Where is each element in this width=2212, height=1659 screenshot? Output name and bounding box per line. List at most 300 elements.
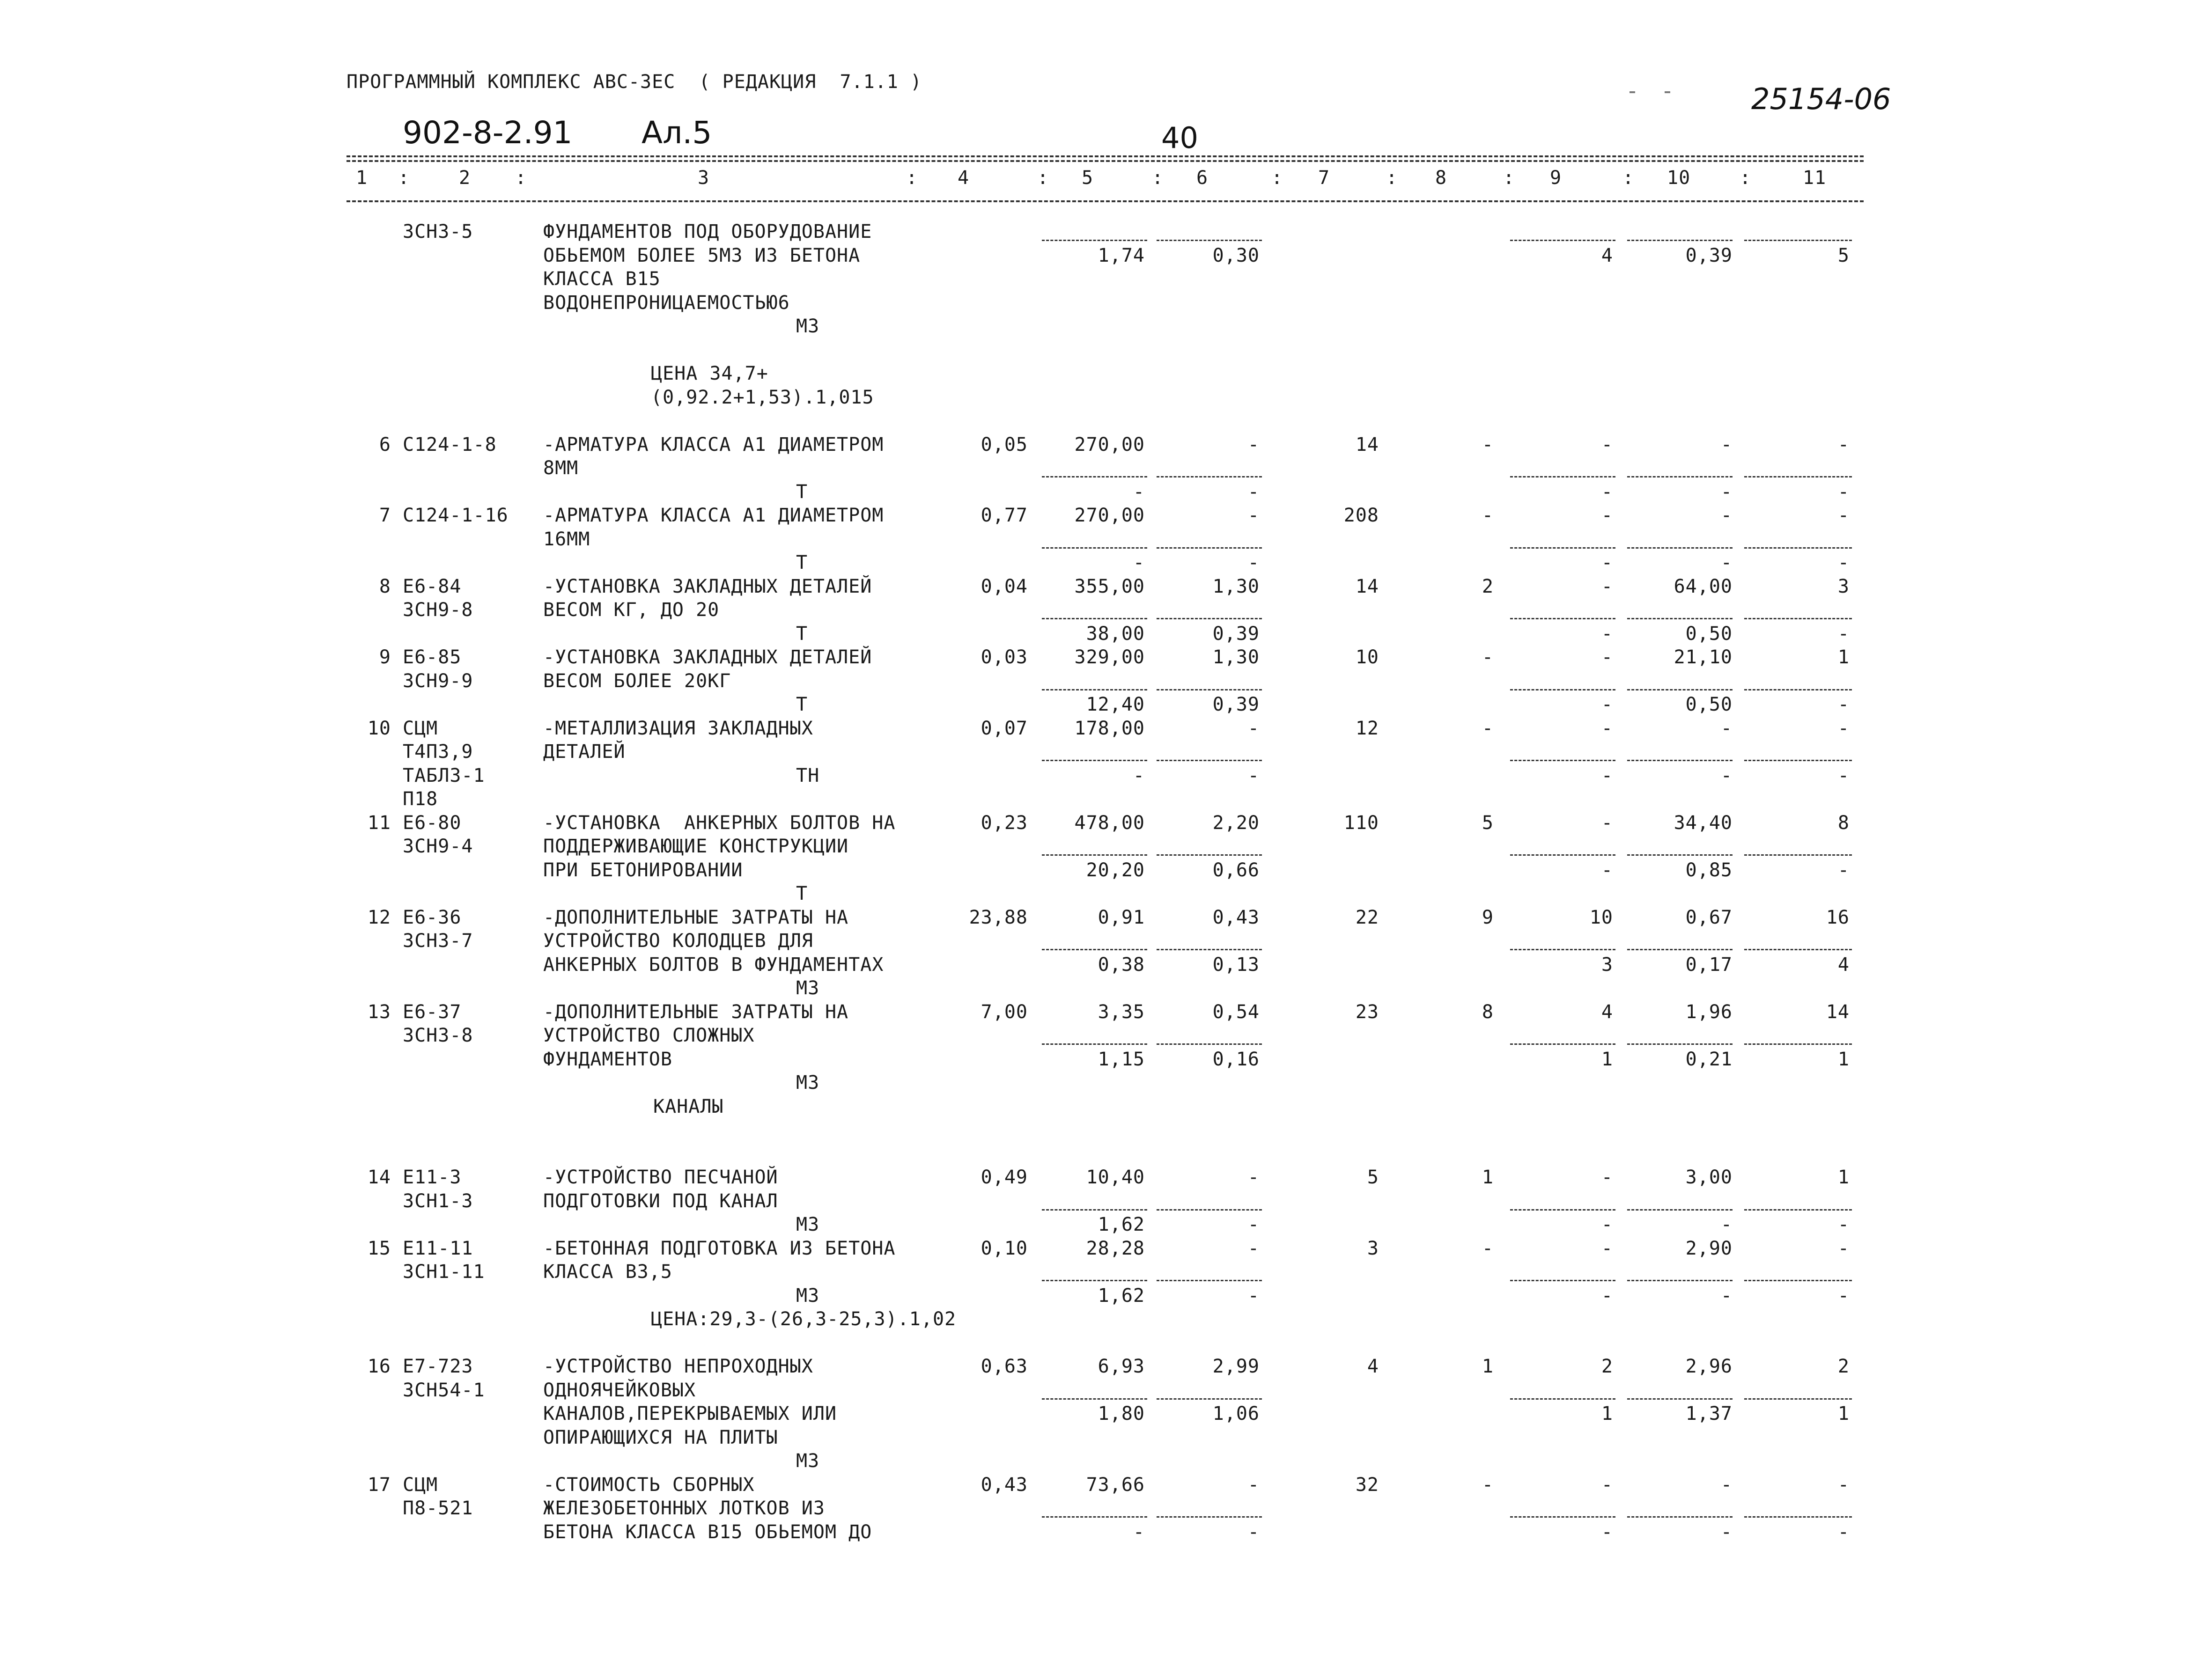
subtotal-dash-line	[1744, 854, 1852, 856]
wage-cost-cell: -	[1247, 481, 1260, 503]
total-wages-cell: -	[1482, 1237, 1494, 1259]
unit-cost-cell: 20,20	[1086, 859, 1145, 881]
subtotal-dash-line	[1157, 1280, 1262, 1281]
quantity-cell: 0,10	[981, 1237, 1028, 1259]
labor-hours-cell: 64,00	[1674, 575, 1733, 597]
total-labor-cell: -	[1837, 717, 1850, 739]
column-header-5: 5	[1082, 167, 1094, 189]
unit-cost-cell: 6,93	[1098, 1356, 1145, 1377]
subtotal-dash-line	[1042, 547, 1147, 549]
subtotal-dash-line	[1157, 760, 1262, 761]
work-description: КАНАЛОВ,ПЕРЕКРЫВАЕМЫХ ИЛИ	[543, 1403, 837, 1424]
unit-of-measure: Т	[796, 623, 808, 645]
resource-code: ЗСН9-4	[403, 836, 473, 857]
quantity-cell: 0,03	[981, 646, 1028, 668]
price-note: (0,92.2+1,53).1,015	[651, 386, 874, 408]
subtotal-dash-line	[1510, 1209, 1615, 1211]
work-description: ПРИ БЕТОНИРОВАНИИ	[543, 859, 743, 881]
labor-hours-cell: 0,50	[1685, 623, 1733, 645]
resource-code: Е11-3	[403, 1167, 462, 1188]
subtotal-dash-line	[1510, 760, 1615, 761]
subtotal-dash-line	[1744, 1043, 1852, 1045]
wage-cost-cell: -	[1247, 1214, 1260, 1235]
resource-code: СЦМ	[403, 717, 438, 739]
unit-cost-cell: -	[1133, 481, 1145, 503]
machine-cost-cell: -	[1601, 552, 1613, 573]
unit-cost-cell: 38,00	[1086, 623, 1145, 645]
resource-code: С124-1-8	[403, 433, 497, 455]
total-labor-cell: 3	[1837, 575, 1850, 597]
resource-code: ЗСН3-7	[403, 930, 473, 952]
resource-code: ЗСН3-8	[403, 1025, 473, 1046]
unit-of-measure: Т	[796, 481, 808, 503]
total-wages-cell: -	[1482, 433, 1494, 455]
subtotal-dash-line	[1042, 854, 1147, 856]
resource-code: ЗСН1-11	[403, 1261, 485, 1283]
column-header-3: 3	[698, 167, 710, 189]
subtotal-dash-line	[1627, 1043, 1733, 1045]
wage-cost-cell: 2,99	[1212, 1356, 1260, 1377]
unit-cost-cell: 270,00	[1074, 505, 1145, 526]
total-labor-cell: -	[1837, 623, 1850, 645]
subtotal-dash-line	[1042, 1516, 1147, 1518]
wage-cost-cell: -	[1247, 552, 1260, 573]
row-number: 7	[379, 505, 391, 526]
work-description: БЕТОНА КЛАССА В15 ОБЬЕМОМ ДО	[543, 1521, 872, 1543]
unit-of-measure: Т	[796, 552, 808, 573]
resource-code: СЦМ	[403, 1474, 438, 1496]
subtotal-dash-line	[1042, 476, 1147, 477]
work-description: ПОДГОТОВКИ ПОД КАНАЛ	[543, 1190, 778, 1212]
total-labor-cell: 16	[1826, 906, 1850, 928]
program-title: ПРОГРАММНЫЙ КОМПЛЕКС АВС-ЗЕС ( РЕДАКЦИЯ 7.1.1 )	[347, 71, 922, 93]
subtotal-dash-line	[1627, 689, 1733, 690]
column-divider: :	[515, 167, 527, 189]
wage-cost-cell: 0,39	[1212, 623, 1260, 645]
unit-cost-cell: 10,40	[1086, 1167, 1145, 1188]
total-labor-cell: 14	[1826, 1001, 1850, 1023]
work-description: -БЕТОННАЯ ПОДГОТОВКА ИЗ БЕТОНА	[543, 1237, 896, 1259]
labor-hours-cell: -	[1720, 1214, 1733, 1235]
total-cost-cell: 14	[1355, 433, 1379, 455]
subtotal-dash-line	[1157, 547, 1262, 549]
total-wages-cell: 5	[1482, 812, 1494, 834]
column-header-4: 4	[958, 167, 970, 189]
total-wages-cell: -	[1482, 505, 1494, 526]
column-divider: :	[1386, 167, 1398, 189]
work-description: КЛАССА В3,5	[543, 1261, 672, 1283]
wage-cost-cell: -	[1247, 764, 1260, 786]
total-labor-cell: -	[1837, 433, 1850, 455]
machine-cost-cell: 10	[1589, 906, 1613, 928]
subtotal-dash-line	[1744, 1516, 1852, 1518]
unit-cost-cell: 0,38	[1098, 954, 1145, 976]
work-description: ЖЕЛЕЗОБЕТОННЫХ ЛОТКОВ ИЗ	[543, 1498, 825, 1519]
row-number: 16	[367, 1356, 391, 1377]
column-divider: :	[1503, 167, 1515, 189]
total-cost-cell: 22	[1355, 906, 1379, 928]
subtotal-dash-line	[1744, 547, 1852, 549]
total-labor-cell: -	[1837, 552, 1850, 573]
machine-cost-cell: -	[1601, 1474, 1613, 1496]
total-cost-cell: 14	[1355, 575, 1379, 597]
work-description: АНКЕРНЫХ БОЛТОВ В ФУНДАМЕНТАХ	[543, 954, 884, 976]
subtotal-dash-line	[1627, 547, 1733, 549]
column-divider: :	[1037, 167, 1049, 189]
labor-hours-cell: 34,40	[1674, 812, 1733, 834]
column-divider: :	[398, 167, 410, 189]
unit-cost-cell: -	[1133, 764, 1145, 786]
resource-code: С124-1-16	[403, 505, 509, 526]
work-description: -ДОПОЛНИТЕЛЬНЫЕ ЗАТРАТЫ НА	[543, 906, 849, 928]
wage-cost-cell: -	[1247, 1237, 1260, 1259]
machine-cost-cell: -	[1601, 433, 1613, 455]
quantity-cell: 0,63	[981, 1356, 1028, 1377]
work-description: ВОДОНЕПРОНИЦАЕМОСТЬЮ6	[543, 292, 790, 314]
labor-hours-cell: 0,85	[1685, 859, 1733, 881]
subtotal-dash-line	[1744, 240, 1852, 241]
unit-cost-cell: 270,00	[1074, 433, 1145, 455]
section-title: КАНАЛЫ	[653, 1095, 724, 1117]
machine-cost-cell: -	[1601, 1167, 1613, 1188]
machine-cost-cell: -	[1601, 481, 1613, 503]
labor-hours-cell: -	[1720, 433, 1733, 455]
subtotal-dash-line	[1510, 547, 1615, 549]
total-cost-cell: 23	[1355, 1001, 1379, 1023]
machine-cost-cell: -	[1601, 764, 1613, 786]
subtotal-dash-line	[1510, 689, 1615, 690]
work-description: 8ММ	[543, 457, 579, 479]
work-description: -АРМАТУРА КЛАССА А1 ДИАМЕТРОМ	[543, 505, 884, 526]
unit-of-measure: М3	[796, 1450, 820, 1472]
total-labor-cell: 1	[1837, 1048, 1850, 1070]
work-description: ФУНДАМЕНТОВ	[543, 1048, 672, 1070]
unit-cost-cell: 478,00	[1074, 812, 1145, 834]
total-wages-cell: 8	[1482, 1001, 1494, 1023]
labor-hours-cell: 3,00	[1685, 1167, 1733, 1188]
subtotal-dash-line	[1157, 1209, 1262, 1211]
wage-cost-cell: 0,66	[1212, 859, 1260, 881]
resource-code: ЗСН1-3	[403, 1190, 473, 1212]
work-description: ФУНДАМЕНТОВ ПОД ОБОРУДОВАНИЕ	[543, 221, 872, 242]
work-description: -АРМАТУРА КЛАССА А1 ДИАМЕТРОМ	[543, 433, 884, 455]
work-description: ДЕТАЛЕЙ	[543, 741, 626, 763]
total-cost-cell: 4	[1367, 1356, 1379, 1377]
total-labor-cell: -	[1837, 1521, 1850, 1543]
machine-cost-cell: 4	[1601, 244, 1613, 266]
work-description: УСТРОЙСТВО КОЛОДЦЕВ ДЛЯ	[543, 930, 813, 952]
total-labor-cell: 1	[1837, 1167, 1850, 1188]
price-note: ЦЕНА 34,7+	[651, 363, 768, 384]
labor-hours-cell: -	[1720, 1285, 1733, 1307]
unit-cost-cell: 1,15	[1098, 1048, 1145, 1070]
work-description: ОБЬЕМОМ БОЛЕЕ 5М3 ИЗ БЕТОНА	[543, 244, 861, 266]
resource-code: Е11-11	[403, 1237, 473, 1259]
wage-cost-cell: -	[1247, 1521, 1260, 1543]
subtotal-dash-line	[1744, 476, 1852, 477]
column-header-11: 11	[1803, 167, 1827, 189]
subtotal-dash-line	[1042, 1280, 1147, 1281]
unit-cost-cell: 73,66	[1086, 1474, 1145, 1496]
resource-code: ЗСН3-5	[403, 221, 473, 242]
machine-cost-cell: -	[1601, 694, 1613, 715]
quantity-cell: 0,04	[981, 575, 1028, 597]
subtotal-dash-line	[1042, 1398, 1147, 1400]
column-divider: :	[1622, 167, 1635, 189]
machine-cost-cell: -	[1601, 1521, 1613, 1543]
subtotal-dash-line	[1744, 689, 1852, 690]
resource-code: ЗСН9-9	[403, 670, 473, 692]
row-number: 12	[367, 906, 391, 928]
total-labor-cell: -	[1837, 481, 1850, 503]
total-labor-cell: 2	[1837, 1356, 1850, 1377]
wage-cost-cell: 0,16	[1212, 1048, 1260, 1070]
labor-hours-cell: -	[1720, 505, 1733, 526]
subtotal-dash-line	[1042, 760, 1147, 761]
unit-of-measure: Т	[796, 694, 808, 715]
subtotal-dash-line	[1627, 854, 1733, 856]
unit-cost-cell: 12,40	[1086, 694, 1145, 715]
labor-hours-cell: -	[1720, 552, 1733, 573]
resource-code: Е6-84	[403, 575, 462, 597]
labor-hours-cell: -	[1720, 717, 1733, 739]
work-description: -УСТАНОВКА ЗАКЛАДНЫХ ДЕТАЛЕЙ	[543, 575, 872, 597]
resource-code: Е6-37	[403, 1001, 462, 1023]
total-labor-cell: -	[1837, 505, 1850, 526]
total-labor-cell: 8	[1837, 812, 1850, 834]
column-header-9: 9	[1550, 167, 1562, 189]
column-divider: :	[906, 167, 918, 189]
row-number: 10	[367, 717, 391, 739]
labor-hours-cell: 0,39	[1685, 244, 1733, 266]
work-description: -ДОПОЛНИТЕЛЬНЫЕ ЗАТРАТЫ НА	[543, 1001, 849, 1023]
total-labor-cell: -	[1837, 764, 1850, 786]
subtotal-dash-line	[1510, 949, 1615, 950]
labor-hours-cell: 2,96	[1685, 1356, 1733, 1377]
wage-cost-cell: 0,30	[1212, 244, 1260, 266]
machine-cost-cell: -	[1601, 1285, 1613, 1307]
quantity-cell: 0,77	[981, 505, 1028, 526]
labor-hours-cell: -	[1720, 481, 1733, 503]
machine-cost-cell: 1	[1601, 1048, 1613, 1070]
resource-code: Е6-36	[403, 906, 462, 928]
subtotal-dash-line	[1157, 1043, 1262, 1045]
row-number: 17	[367, 1474, 391, 1496]
total-labor-cell: -	[1837, 1474, 1850, 1496]
subtotal-dash-line	[1510, 1398, 1615, 1400]
unit-cost-cell: 1,74	[1098, 244, 1145, 266]
wage-cost-cell: -	[1247, 433, 1260, 455]
archive-number: 25154-06	[1751, 82, 1891, 116]
total-labor-cell: -	[1837, 1237, 1850, 1259]
unit-of-measure: М3	[796, 1285, 820, 1307]
total-cost-cell: 3	[1367, 1237, 1379, 1259]
row-number: 13	[367, 1001, 391, 1023]
machine-cost-cell: -	[1601, 575, 1613, 597]
wage-cost-cell: 0,13	[1212, 954, 1260, 976]
unit-cost-cell: 3,35	[1098, 1001, 1145, 1023]
wage-cost-cell: 0,43	[1212, 906, 1260, 928]
row-number: 6	[379, 433, 391, 455]
resource-code: ТАБЛ3-1	[403, 764, 485, 786]
row-number: 8	[379, 575, 391, 597]
unit-of-measure: ТН	[796, 764, 820, 786]
labor-hours-cell: 0,17	[1685, 954, 1733, 976]
total-wages-cell: -	[1482, 1474, 1494, 1496]
work-description: УСТРОЙСТВО СЛОЖНЫХ	[543, 1025, 755, 1046]
machine-cost-cell: -	[1601, 505, 1613, 526]
machine-cost-cell: 4	[1601, 1001, 1613, 1023]
total-labor-cell: -	[1837, 859, 1850, 881]
column-header-row	[0, 0, 2212, 201]
column-divider: :	[1152, 167, 1164, 189]
work-description: -УСТАНОВКА ЗАКЛАДНЫХ ДЕТАЛЕЙ	[543, 646, 872, 668]
wage-cost-cell: 0,54	[1212, 1001, 1260, 1023]
labor-hours-cell: 0,67	[1685, 906, 1733, 928]
row-number: 9	[379, 646, 391, 668]
resource-code: Т4П3,9	[403, 741, 473, 763]
total-wages-cell: -	[1482, 646, 1494, 668]
subtotal-dash-line	[1744, 618, 1852, 619]
subtotal-dash-line	[1042, 618, 1147, 619]
column-divider: :	[1740, 167, 1752, 189]
subtotal-dash-line	[1510, 476, 1615, 477]
machine-cost-cell: -	[1601, 812, 1613, 834]
labor-hours-cell: -	[1720, 764, 1733, 786]
unit-cost-cell: 355,00	[1074, 575, 1145, 597]
subtotal-dash-line	[1042, 1043, 1147, 1045]
total-labor-cell: 4	[1837, 954, 1850, 976]
machine-cost-cell: -	[1601, 859, 1613, 881]
total-labor-cell: 1	[1837, 1403, 1850, 1424]
wage-cost-cell: -	[1247, 1285, 1260, 1307]
resource-code: Е7-723	[403, 1356, 473, 1377]
total-labor-cell: 1	[1837, 646, 1850, 668]
machine-cost-cell: -	[1601, 1214, 1613, 1235]
labor-hours-cell: 21,10	[1674, 646, 1733, 668]
subtotal-dash-line	[1510, 618, 1615, 619]
machine-cost-cell: 2	[1601, 1356, 1613, 1377]
subtotal-dash-line	[1627, 618, 1733, 619]
wage-cost-cell: 0,39	[1212, 694, 1260, 715]
quantity-cell: 0,23	[981, 812, 1028, 834]
machine-cost-cell: 3	[1601, 954, 1613, 976]
unit-cost-cell: -	[1133, 552, 1145, 573]
document-code: 902-8-2.91	[403, 115, 573, 151]
subtotal-dash-line	[1157, 1516, 1262, 1518]
column-header-2: 2	[459, 167, 471, 189]
subtotal-dash-line	[1627, 949, 1733, 950]
subtotal-dash-line	[1157, 854, 1262, 856]
subtotal-dash-line	[1510, 240, 1615, 241]
machine-cost-cell: -	[1601, 623, 1613, 645]
machine-cost-cell: -	[1601, 1237, 1613, 1259]
subtotal-dash-line	[1744, 760, 1852, 761]
labor-hours-cell: -	[1720, 1521, 1733, 1543]
resource-code: ЗСН54-1	[403, 1379, 485, 1401]
resource-code: П18	[403, 788, 438, 810]
unit-cost-cell: 329,00	[1074, 646, 1145, 668]
resource-code: Е6-85	[403, 646, 462, 668]
row-number: 15	[367, 1237, 391, 1259]
work-description: ОДНОЯЧЕЙКОВЫХ	[543, 1379, 696, 1401]
subtotal-dash-line	[1627, 240, 1733, 241]
wage-cost-cell: 2,20	[1212, 812, 1260, 834]
wage-cost-cell: -	[1247, 1474, 1260, 1496]
subtotal-dash-line	[1510, 854, 1615, 856]
subtotal-dash-line	[1627, 1209, 1733, 1211]
machine-cost-cell: -	[1601, 717, 1613, 739]
unit-of-measure: М3	[796, 316, 820, 337]
subtotal-dash-line	[1744, 949, 1852, 950]
subtotal-dash-line	[1510, 1516, 1615, 1518]
labor-hours-cell: 1,37	[1685, 1403, 1733, 1424]
price-note: ЦЕНА:29,3-(26,3-25,3).1,02	[651, 1308, 957, 1330]
total-wages-cell: -	[1482, 717, 1494, 739]
column-header-6: 6	[1196, 167, 1209, 189]
machine-cost-cell: 1	[1601, 1403, 1613, 1424]
unit-of-measure: М3	[796, 977, 820, 999]
total-labor-cell: -	[1837, 694, 1850, 715]
work-description: 16ММ	[543, 528, 590, 550]
wage-cost-cell: -	[1247, 505, 1260, 526]
estimate-table	[0, 201, 2212, 1559]
subtotal-dash-line	[1157, 476, 1262, 477]
subtotal-dash-line	[1627, 1398, 1733, 1400]
labor-hours-cell: -	[1720, 1474, 1733, 1496]
subtotal-dash-line	[1042, 240, 1147, 241]
subtotal-dash-line	[1157, 1398, 1262, 1400]
unit-cost-cell: 0,91	[1098, 906, 1145, 928]
unit-of-measure: М3	[796, 1214, 820, 1235]
quantity-cell: 0,49	[981, 1167, 1028, 1188]
quantity-cell: 7,00	[981, 1001, 1028, 1023]
total-cost-cell: 208	[1343, 505, 1379, 526]
column-header-1: 1	[356, 167, 368, 189]
resource-code: Е6-80	[403, 812, 462, 834]
labor-hours-cell: 2,90	[1685, 1237, 1733, 1259]
labor-hours-cell: 0,21	[1685, 1048, 1733, 1070]
unit-of-measure: Т	[796, 883, 808, 904]
work-description: -МЕТАЛЛИЗАЦИЯ ЗАКЛАДНЫХ	[543, 717, 813, 739]
labor-hours-cell: 0,50	[1685, 694, 1733, 715]
wage-cost-cell: 1,30	[1212, 646, 1260, 668]
wage-cost-cell: -	[1247, 717, 1260, 739]
column-divider: :	[1271, 167, 1283, 189]
subtotal-dash-line	[1627, 1280, 1733, 1281]
subtotal-dash-line	[1042, 1209, 1147, 1211]
wage-cost-cell: 1,06	[1212, 1403, 1260, 1424]
resource-code: ЗСН9-8	[403, 599, 473, 621]
work-description: ВЕСОМ БОЛЕЕ 20КГ	[543, 670, 731, 692]
work-description: КЛАССА В15	[543, 268, 661, 290]
wage-cost-cell: 1,30	[1212, 575, 1260, 597]
unit-cost-cell: 1,62	[1098, 1214, 1145, 1235]
work-description: -УСТАНОВКА АНКЕРНЫХ БОЛТОВ НА	[543, 812, 896, 834]
work-description: -СТОИМОСТЬ СБОРНЫХ	[543, 1474, 755, 1496]
quantity-cell: 0,07	[981, 717, 1028, 739]
subtotal-dash-line	[1744, 1280, 1852, 1281]
quantity-cell: 0,05	[981, 433, 1028, 455]
subtotal-dash-line	[1744, 1398, 1852, 1400]
total-cost-cell: 5	[1367, 1167, 1379, 1188]
unit-of-measure: М3	[796, 1072, 820, 1094]
unit-cost-cell: -	[1133, 1521, 1145, 1543]
subtotal-dash-line	[1157, 689, 1262, 690]
total-wages-cell: 9	[1482, 906, 1494, 928]
subtotal-dash-line	[1627, 476, 1733, 477]
labor-hours-cell: 1,96	[1685, 1001, 1733, 1023]
